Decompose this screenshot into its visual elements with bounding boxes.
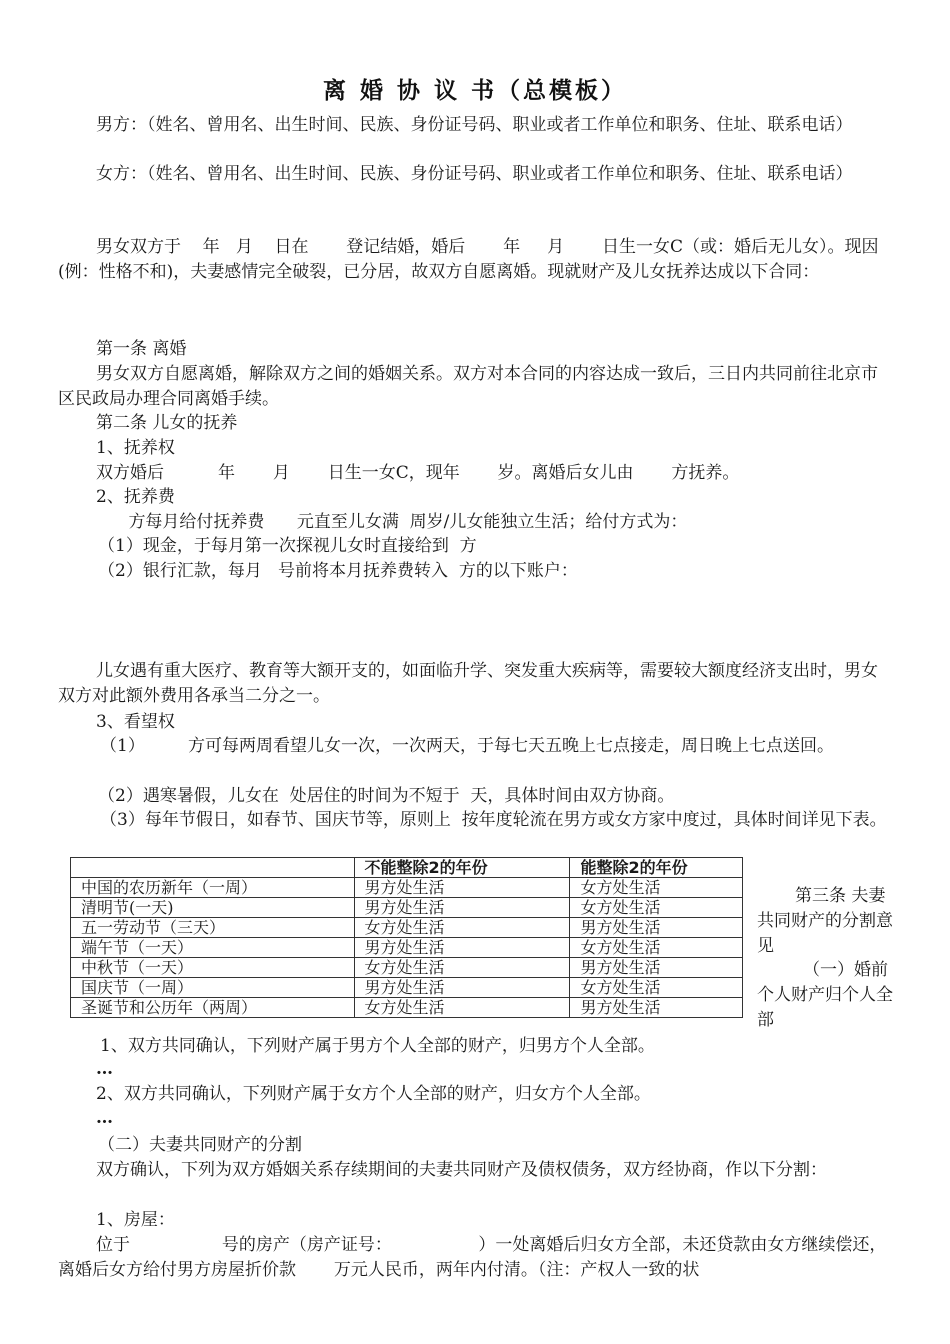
table-row	[71, 918, 743, 938]
table-cell: 女方处生活	[354, 918, 570, 938]
table-cell: 男方处生活	[354, 898, 570, 918]
visitation-heading: 3、看望权	[96, 712, 175, 732]
extra-expenses: 儿女遇有重大医疗、教育等大额开支的，如面临升学、突发重大疾病等，需要较大额度经济支出时，男女双方对此额外费用各承当二分之一。	[58, 661, 878, 706]
table-cell: 男方处生活	[354, 878, 570, 898]
custody-heading: 1、抚养权	[96, 438, 175, 458]
table-cell: 女方处生活	[570, 878, 743, 898]
support-option-bank: （2）银行汇款，每月 号前将本月抚养费转入 方的以下账户：	[98, 561, 578, 581]
table-row	[71, 938, 743, 958]
house-body: 位于 号的房产（房产证号： ）一处离婚后归女方全部，未还贷款由女方继续偿还，离婚后女方给付男方房屋折价款 万元人民币，两年内付清。（注：产权人一致的状	[58, 1235, 887, 1280]
support-option-cash: （1）现金，于每月第一次探视儿女时直接给到 方	[98, 536, 477, 556]
article-1-heading: 第一条 离婚	[96, 339, 187, 359]
holiday-table	[70, 857, 743, 1018]
party-female: 女方：（姓名、曾用名、出生时间、民族、身份证号码、职业或者工作单位和职务、住址、联系电话）	[96, 164, 853, 184]
custody-body: 双方婚后 年 月 日生一女C，现年 岁。离婚后女儿由 方抚养。	[96, 463, 740, 483]
table-cell: 男方处生活	[570, 998, 743, 1018]
table-header-row	[71, 858, 743, 878]
table-cell: 女方处生活	[570, 938, 743, 958]
joint-property-body: 双方确认，下列为双方婚姻关系存续期间的夫妻共同财产及债权债务，双方经协商，作以下分割：	[96, 1160, 827, 1180]
table-header-cell: 不能整除2的年份	[354, 858, 570, 878]
table-cell: 男方处生活	[570, 918, 743, 938]
table-cell: 中秋节（一天）	[71, 958, 355, 978]
table-cell: 男方处生活	[354, 938, 570, 958]
intro-paragraph: 男女双方于 年 月 日在 登记结婚，婚后 年 月 日生一女C（或：婚后无儿女）。现因 (例：性格不和)，夫妻感情完全破裂，已分居，故双方自愿离婚。现就财产及儿女抚养达成以下合同：	[58, 237, 906, 282]
support-body: 方每月给付抚养费 元直至儿女满 周岁/儿女能独立生活；给付方式为：	[96, 512, 688, 532]
table-cell: 清明节(一天)	[71, 898, 355, 918]
visitation-item-3: （3）每年节假日，如春节、国庆节等，原则上 按年度轮流在男方或女方家中度过，具体时间详见下表。	[100, 810, 887, 830]
joint-property-heading: （二）夫妻共同财产的分割	[98, 1135, 302, 1155]
table-header-cell: 能整除2的年份	[570, 858, 743, 878]
table-cell: 圣诞节和公历年（两周）	[71, 998, 355, 1018]
article-2-heading: 第二条 儿女的抚养	[96, 413, 238, 433]
visitation-item-2: （2）遇寒暑假，儿女在 处居住的时间为不短于 天，具体时间由双方协商。	[98, 786, 675, 806]
table-cell: 国庆节（一周）	[71, 978, 355, 998]
table-cell: 五一劳动节（三天）	[71, 918, 355, 938]
table-row	[71, 878, 743, 898]
support-heading: 2、抚养费	[96, 487, 175, 507]
table-cell: 女方处生活	[570, 898, 743, 918]
table-cell: 女方处生活	[570, 978, 743, 998]
party-male: 男方：（姓名、曾用名、出生时间、民族、身份证号码、职业或者工作单位和职务、住址、联系电话）	[96, 115, 853, 135]
document-title: 离 婚 协 议 书（总模板）	[322, 78, 628, 104]
table-cell: 男方处生活	[570, 958, 743, 978]
article-1-body: 男女双方自愿离婚，解除双方之间的婚姻关系。双方对本合同的内容达成一致后，三日内共同前往北京市 区民政局办理合同离婚手续。	[58, 364, 943, 409]
table-row	[71, 898, 743, 918]
table-row	[71, 978, 743, 998]
table-row	[71, 958, 743, 978]
table-row	[71, 998, 743, 1018]
table-header-cell	[71, 858, 355, 878]
ellipsis-2: …	[96, 1108, 113, 1128]
premarital-property-heading: （一）婚前个人财产归个人全部	[757, 960, 893, 1030]
house-heading: 1、房屋：	[96, 1210, 175, 1230]
visitation-item-1: （1） 方可每两周看望儿女一次，一次两天，于每七天五晚上七点接走，周日晚上七点送回。	[100, 736, 835, 756]
ellipsis-1: …	[96, 1059, 113, 1079]
male-property: 1、双方共同确认，下列财产属于男方个人全部的财产，归男方个人全部。	[100, 1036, 655, 1056]
female-property: 2、双方共同确认，下列财产属于女方个人全部的财产，归女方个人全部。	[96, 1084, 651, 1104]
article-3-heading: 第三条 夫妻共同财产的分割意见	[757, 886, 893, 956]
table-cell: 女方处生活	[354, 958, 570, 978]
table-cell: 女方处生活	[354, 998, 570, 1018]
table-cell: 中国的农历新年（一周）	[71, 878, 355, 898]
table-cell: 男方处生活	[354, 978, 570, 998]
table-cell: 端午节（一天）	[71, 938, 355, 958]
